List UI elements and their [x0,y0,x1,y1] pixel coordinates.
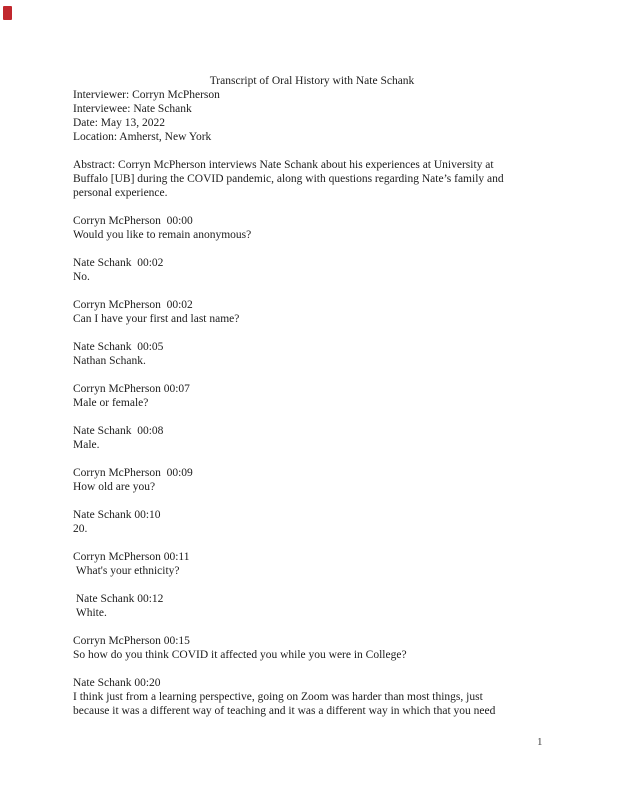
dialogue-block [73,466,551,494]
dialogue-block [73,298,551,326]
speaker-timestamp-line: Nate Schank 00:12 [73,593,164,605]
utterance-text: So how do you think COVID it affected you while you were in College? [73,649,407,661]
dialogue-block [73,340,551,368]
utterance-text: Nathan Schank. [73,355,146,367]
metadata-interviewee: Interviewee: Nate Schank [73,103,192,115]
dialogue-block [73,634,551,662]
red-annotation-marker-icon [3,6,12,20]
utterance-text: Male or female? [73,397,149,409]
utterance-text: No. [73,271,90,283]
utterance-text: Would you like to remain anonymous? [73,229,252,241]
utterance-text: Can I have your first and last name? [73,313,240,325]
speaker-timestamp-line: Corryn McPherson 00:07 [73,383,190,395]
dialogue-block [73,508,551,536]
utterance-text: What's your ethnicity? [73,565,180,577]
metadata-interviewer: Interviewer: Corryn McPherson [73,89,220,101]
metadata-date: Date: May 13, 2022 [73,117,165,129]
speaker-timestamp-line: Corryn McPherson 00:02 [73,299,193,311]
dialogue-block [73,382,551,410]
speaker-timestamp-line: Corryn McPherson 00:00 [73,215,193,227]
utterance-text: How old are you? [73,481,156,493]
page-number: 1 [537,736,543,748]
metadata-block [73,88,551,144]
dialogue-block [73,424,551,452]
dialogue-block [73,214,551,242]
speaker-timestamp-line: Corryn McPherson 00:15 [73,635,190,647]
speaker-timestamp-line: Corryn McPherson 00:11 [73,551,190,563]
dialogue-block [73,592,551,620]
utterance-text: I think just from a learning perspective, going on Zoom was harder than most things, just because it was a different way of teaching and it was a different way in which that you need [73,691,496,717]
utterance-text: Male. [73,439,100,451]
dialogue-list [73,214,551,718]
utterance-text: 20. [73,523,88,535]
dialogue-block [73,550,551,578]
speaker-timestamp-line: Nate Schank 00:02 [73,257,164,269]
speaker-timestamp-line: Nate Schank 00:08 [73,425,164,437]
speaker-timestamp-line: Nate Schank 00:20 [73,677,161,689]
abstract-paragraph: Abstract: Corryn McPherson interviews Nate Schank about his experiences at University at Buffalo [UB] during the COVID pandemic, along with questions regarding Nate’s family and personal experience. [73,159,504,199]
utterance-text: White. [73,607,107,619]
dialogue-block [73,676,551,718]
dialogue-block [73,256,551,284]
document-title: Transcript of Oral History with Nate Schank [209,75,415,87]
speaker-timestamp-line: Corryn McPherson 00:09 [73,467,193,479]
speaker-timestamp-line: Nate Schank 00:05 [73,341,164,353]
metadata-location: Location: Amherst, New York [73,131,212,143]
transcript-content [73,74,551,732]
speaker-timestamp-line: Nate Schank 00:10 [73,509,161,521]
